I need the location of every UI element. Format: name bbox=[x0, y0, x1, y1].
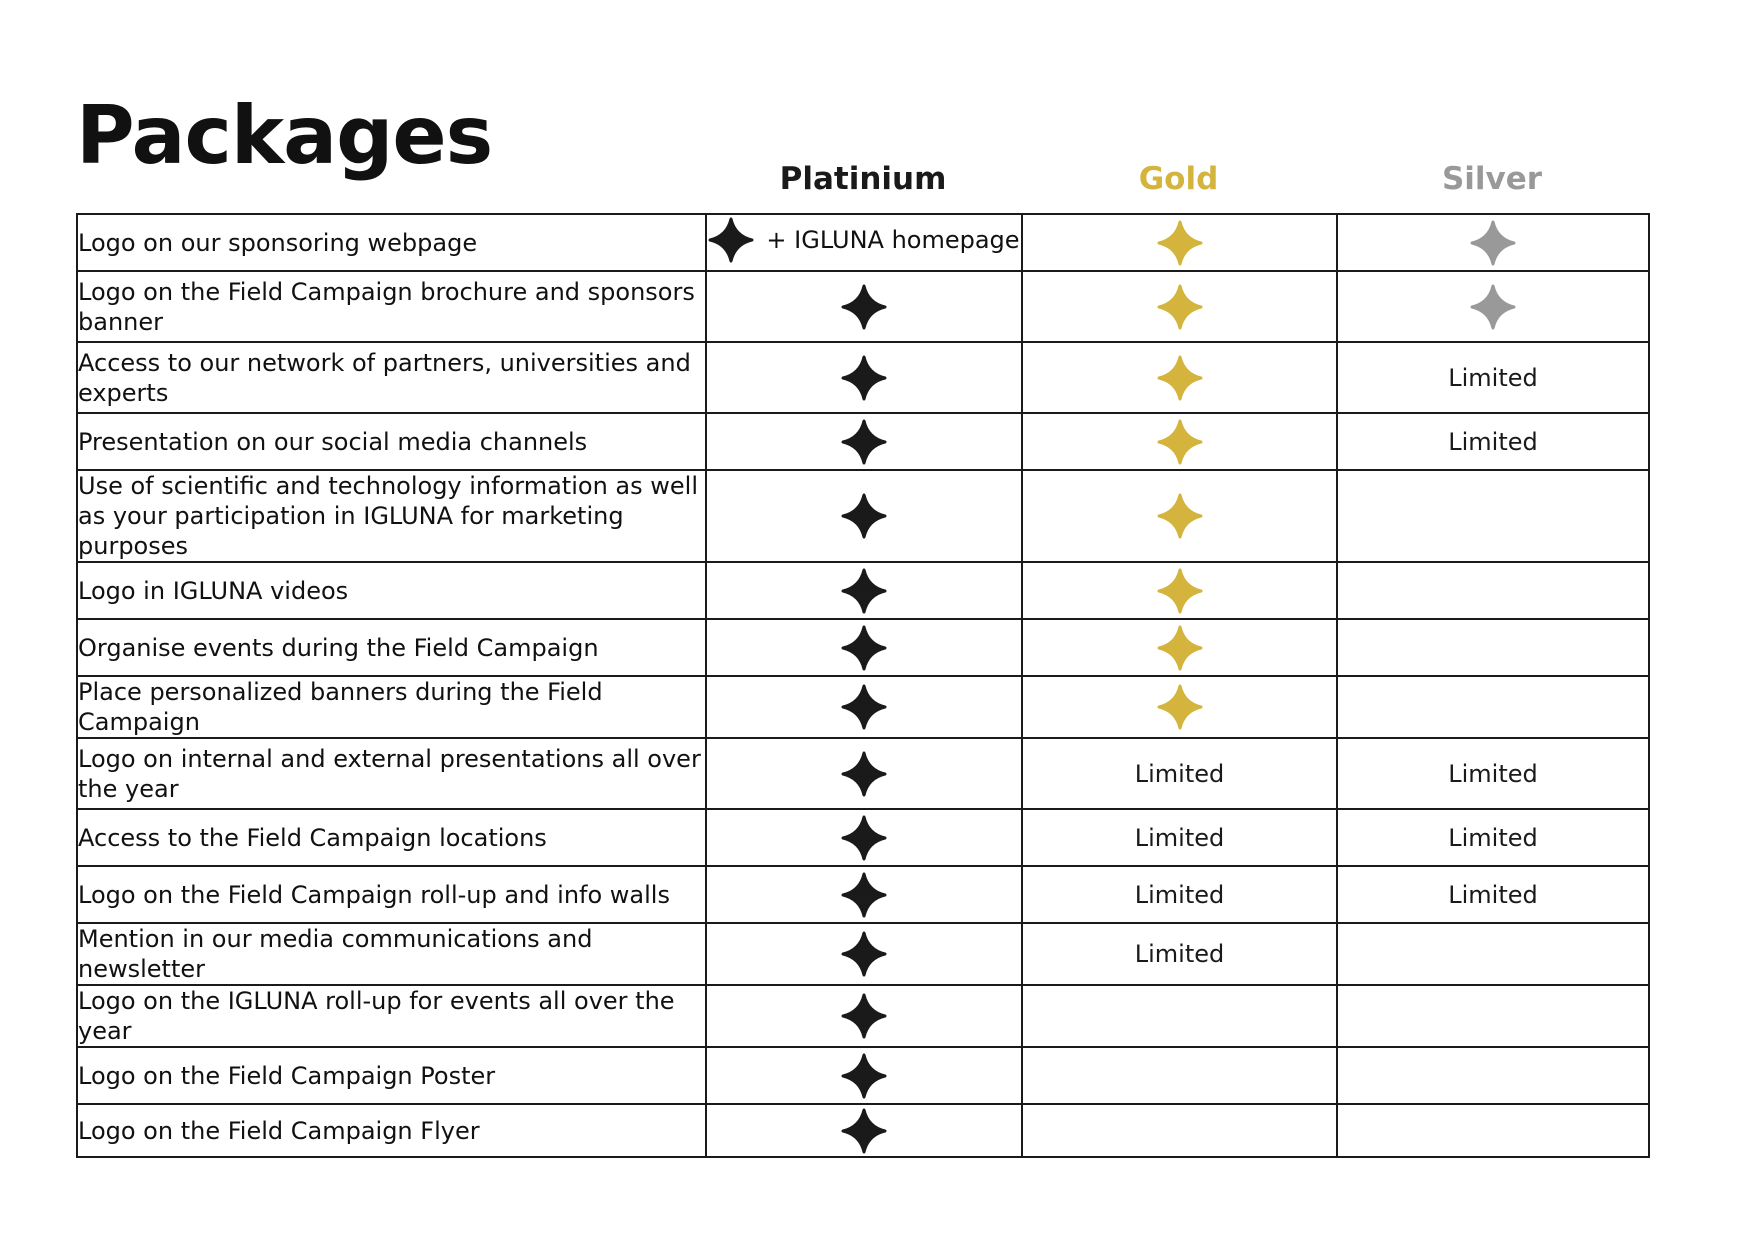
four-point-star-icon bbox=[1157, 684, 1203, 730]
cell-silver bbox=[1337, 738, 1649, 809]
four-point-star-icon bbox=[841, 872, 887, 918]
cell-gold bbox=[1022, 866, 1337, 923]
cell-gold bbox=[1022, 1104, 1337, 1157]
feature-label: Access to the Field Campaign locations bbox=[77, 809, 706, 866]
cell-silver bbox=[1337, 1047, 1649, 1104]
four-point-star-icon bbox=[841, 1108, 887, 1154]
cell-silver bbox=[1337, 923, 1649, 985]
cell-platinium bbox=[706, 738, 1022, 809]
cell-silver bbox=[1337, 1104, 1649, 1157]
cell-platinium bbox=[706, 985, 1022, 1047]
four-point-star-icon bbox=[1157, 355, 1203, 401]
cell-silver bbox=[1337, 214, 1649, 271]
limited-label: Limited bbox=[1448, 823, 1538, 852]
cell-platinium bbox=[706, 413, 1022, 470]
cell-silver bbox=[1337, 866, 1649, 923]
cell-silver bbox=[1337, 470, 1649, 562]
cell-silver bbox=[1337, 985, 1649, 1047]
table-row bbox=[77, 342, 1649, 413]
four-point-star-icon bbox=[1157, 419, 1203, 465]
column-header-platinium: Platinium bbox=[779, 161, 947, 197]
column-header-gold: Gold bbox=[1138, 161, 1219, 197]
four-point-star-icon bbox=[1470, 284, 1516, 330]
four-point-star-icon bbox=[1470, 220, 1516, 266]
packages-table-body bbox=[77, 214, 1649, 1157]
feature-label: Access to our network of partners, universities and experts bbox=[77, 342, 706, 413]
cell-silver bbox=[1337, 271, 1649, 342]
four-point-star-icon bbox=[841, 684, 887, 730]
limited-label: Limited bbox=[1448, 363, 1538, 392]
table-row bbox=[77, 1104, 1649, 1157]
four-point-star-icon bbox=[1157, 493, 1203, 539]
table-row bbox=[77, 985, 1649, 1047]
limited-label: Limited bbox=[1134, 823, 1225, 852]
star-note: + IGLUNA homepage bbox=[766, 225, 1020, 254]
feature-label: Use of scientific and technology information as well as your participation in IGLUNA for marketing purposes bbox=[77, 470, 706, 562]
cell-gold bbox=[1022, 470, 1337, 562]
four-point-star-icon bbox=[708, 217, 754, 263]
four-point-star-icon bbox=[841, 568, 887, 614]
feature-label: Logo on the IGLUNA roll-up for events all over the year bbox=[77, 985, 706, 1047]
limited-label: Limited bbox=[1448, 880, 1538, 909]
cell-platinium bbox=[706, 923, 1022, 985]
table-row bbox=[77, 619, 1649, 676]
cell-platinium bbox=[706, 809, 1022, 866]
limited-label: Limited bbox=[1448, 427, 1538, 456]
feature-label: Logo on the Field Campaign roll-up and info walls bbox=[77, 866, 706, 923]
four-point-star-icon bbox=[1157, 284, 1203, 330]
four-point-star-icon bbox=[841, 419, 887, 465]
limited-label: Limited bbox=[1134, 880, 1225, 909]
table-row bbox=[77, 809, 1649, 866]
page-title: Packages bbox=[76, 89, 493, 182]
feature-label: Place personalized banners during the Field Campaign bbox=[77, 676, 706, 738]
cell-platinium bbox=[706, 271, 1022, 342]
feature-label: Presentation on our social media channels bbox=[77, 413, 706, 470]
cell-gold bbox=[1022, 413, 1337, 470]
feature-label: Logo in IGLUNA videos bbox=[77, 562, 706, 619]
table-row bbox=[77, 1047, 1649, 1104]
four-point-star-icon bbox=[841, 493, 887, 539]
table-row bbox=[77, 738, 1649, 809]
cell-gold bbox=[1022, 214, 1337, 271]
four-point-star-icon bbox=[841, 815, 887, 861]
cell-gold bbox=[1022, 619, 1337, 676]
limited-label: Limited bbox=[1134, 940, 1225, 968]
cell-gold bbox=[1022, 809, 1337, 866]
four-point-star-icon bbox=[1157, 568, 1203, 614]
cell-silver bbox=[1337, 809, 1649, 866]
table-row bbox=[77, 866, 1649, 923]
packages-table bbox=[76, 213, 1650, 1158]
cell-gold bbox=[1022, 985, 1337, 1047]
cell-silver bbox=[1337, 562, 1649, 619]
feature-label: Organise events during the Field Campaign bbox=[77, 619, 706, 676]
table-row bbox=[77, 470, 1649, 562]
feature-label: Logo on the Field Campaign brochure and sponsors banner bbox=[77, 271, 706, 342]
four-point-star-icon bbox=[841, 751, 887, 797]
four-point-star-icon bbox=[841, 993, 887, 1039]
cell-platinium bbox=[706, 214, 1022, 271]
cell-platinium bbox=[706, 342, 1022, 413]
cell-silver bbox=[1337, 619, 1649, 676]
feature-label: Logo on our sponsoring webpage bbox=[77, 214, 706, 271]
column-header-silver: Silver bbox=[1441, 161, 1543, 197]
cell-silver bbox=[1337, 342, 1649, 413]
cell-gold bbox=[1022, 738, 1337, 809]
table-row bbox=[77, 271, 1649, 342]
cell-platinium bbox=[706, 866, 1022, 923]
feature-label: Logo on internal and external presentations all over the year bbox=[77, 738, 706, 809]
cell-gold bbox=[1022, 342, 1337, 413]
table-row bbox=[77, 562, 1649, 619]
limited-label: Limited bbox=[1448, 759, 1538, 788]
cell-platinium bbox=[706, 562, 1022, 619]
cell-silver bbox=[1337, 676, 1649, 738]
feature-label: Logo on the Field Campaign Poster bbox=[77, 1047, 706, 1104]
cell-platinium bbox=[706, 1104, 1022, 1157]
cell-gold bbox=[1022, 562, 1337, 619]
four-point-star-icon bbox=[841, 625, 887, 671]
four-point-star-icon bbox=[1157, 220, 1203, 266]
cell-platinium bbox=[706, 470, 1022, 562]
four-point-star-icon bbox=[841, 355, 887, 401]
cell-gold bbox=[1022, 271, 1337, 342]
feature-label: Logo on the Field Campaign Flyer bbox=[77, 1104, 706, 1157]
cell-silver bbox=[1337, 413, 1649, 470]
four-point-star-icon bbox=[841, 1053, 887, 1099]
cell-gold bbox=[1022, 1047, 1337, 1104]
cell-platinium bbox=[706, 1047, 1022, 1104]
limited-label: Limited bbox=[1134, 759, 1225, 788]
cell-platinium bbox=[706, 676, 1022, 738]
table-row bbox=[77, 676, 1649, 738]
table-row bbox=[77, 214, 1649, 271]
cell-gold bbox=[1022, 923, 1337, 985]
four-point-star-icon bbox=[841, 931, 887, 977]
table-row bbox=[77, 413, 1649, 470]
cell-gold bbox=[1022, 676, 1337, 738]
cell-platinium bbox=[706, 619, 1022, 676]
table-row bbox=[77, 923, 1649, 985]
star-with-note bbox=[708, 217, 1019, 263]
feature-label: Mention in our media communications and newsletter bbox=[77, 923, 706, 985]
four-point-star-icon bbox=[841, 284, 887, 330]
four-point-star-icon bbox=[1157, 625, 1203, 671]
